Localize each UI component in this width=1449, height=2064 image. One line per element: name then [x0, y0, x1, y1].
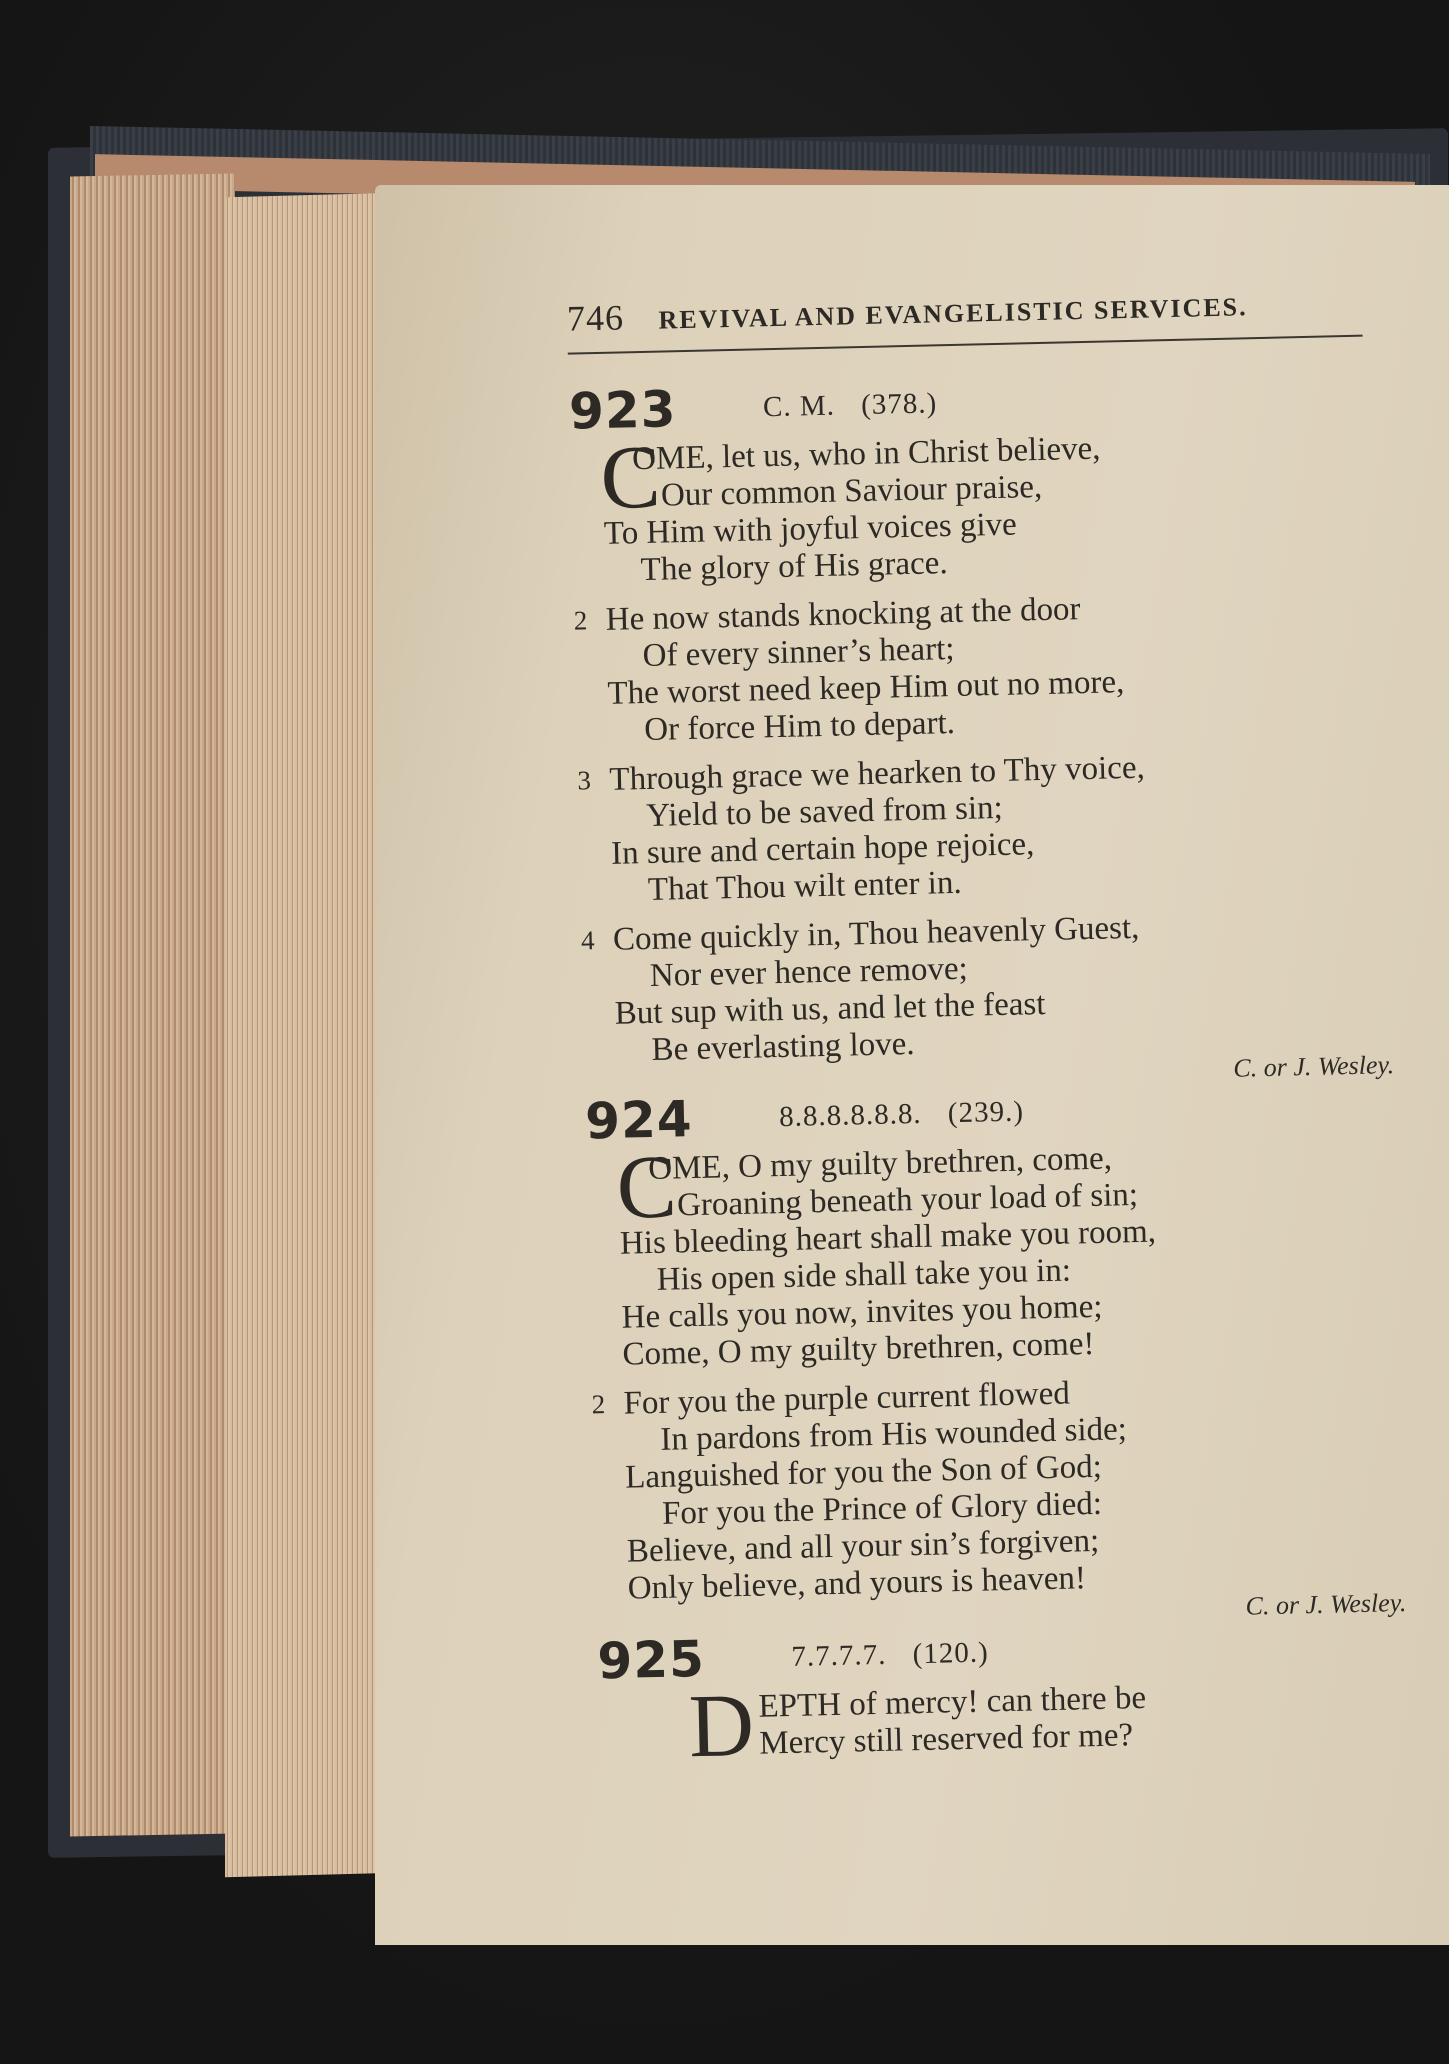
verse-line: Our common Saviour praise, — [660, 468, 1043, 514]
book-page — [375, 185, 1449, 1945]
page-block-left — [70, 174, 235, 1837]
hymn-attribution: C. or J. Wesley. — [1245, 1587, 1407, 1621]
meter-label: 8.8.8.8.8.8. — [778, 1097, 922, 1134]
section-title: REVIVAL AND EVANGELISTIC SERVICES. — [658, 292, 1248, 335]
verse-line: 3 Through grace we hearken to Thy voice, — [577, 749, 1146, 798]
verse-line: Only believe, and yours is heaven! — [627, 1560, 1087, 1607]
verse-line: Be everlasting love. — [651, 1025, 915, 1068]
verse-line: Or force Him to depart. — [643, 704, 956, 749]
tune-number: (378.) — [860, 387, 938, 422]
page-number: 746 — [566, 297, 625, 339]
verse-line: 2 For you the purple current flowed — [591, 1375, 1071, 1422]
verse-line: Languished for you the Son of God; — [624, 1448, 1103, 1496]
verse-line: EPTH of mercy! can there be — [758, 1679, 1147, 1725]
verse-line: Of every sinner’s heart; — [642, 630, 955, 675]
stanza-1 — [586, 1134, 1411, 1375]
hymn-924 — [585, 1074, 1417, 1636]
verse-line: Come, O my guilty brethren, come! — [622, 1325, 1095, 1373]
page-content — [359, 173, 1449, 1957]
verse-line: The glory of His grace. — [640, 545, 949, 589]
verse-number: 2 — [573, 605, 588, 636]
verse-line: 4 Come quickly in, Thou heavenly Guest, — [580, 909, 1140, 958]
verse-line: That Thou wilt enter in. — [647, 864, 963, 908]
stanza-1 — [598, 1674, 1419, 1777]
hymn-text — [598, 1674, 1419, 1777]
hymn-923 — [568, 364, 1404, 1098]
stanza-2 — [573, 584, 1396, 751]
verse-line: Nor ever hence remove; — [649, 950, 969, 994]
hymn-text — [586, 1134, 1416, 1608]
verse-line: OME, O my guilty brethren, come, — [647, 1140, 1113, 1188]
verse-number: 2 — [591, 1389, 606, 1420]
hymn-attribution: C. or J. Wesley. — [1233, 1050, 1395, 1083]
verse-line: Believe, and all your sin’s forgiven; — [626, 1522, 1100, 1570]
verse-line: He calls you now, invites you home; — [621, 1288, 1103, 1336]
drop-cap: C — [599, 427, 662, 528]
stanza-3 — [577, 744, 1400, 911]
verse-line: His bleeding heart shall make you room, — [619, 1213, 1157, 1262]
drop-cap: D — [687, 1675, 756, 1777]
hymn-meter — [779, 1096, 1025, 1135]
verse-line: Yield to be saved from sin; — [645, 789, 1004, 835]
verse-number: 4 — [580, 925, 595, 956]
tune-number: (120.) — [912, 1636, 990, 1671]
verse-line: In sure and certain hope rejoice, — [610, 826, 1035, 872]
verse-line: In pardons from His wounded side; — [660, 1411, 1128, 1458]
hymn-meter — [763, 387, 938, 424]
meter-label: C. M. — [762, 389, 836, 424]
verse-number: 3 — [577, 765, 592, 796]
verse-line: 2 He now stands knocking at the door — [573, 591, 1081, 638]
hymn-meter — [791, 1636, 989, 1673]
verse-line: Mercy still reserved for me? — [758, 1717, 1134, 1762]
hymn-text — [570, 424, 1404, 1070]
stanza-2 — [591, 1368, 1416, 1609]
hymn-number: 925 — [596, 1629, 706, 1691]
tune-number: (239.) — [947, 1095, 1025, 1130]
verse-line: The worst need keep Him out no more, — [607, 664, 1125, 712]
hymn-number: 924 — [584, 1090, 694, 1151]
hymn-925 — [596, 1614, 1420, 1777]
verse-line: For you the Prince of Glory died: — [661, 1485, 1103, 1532]
verse-line: To Him with joyful voices give — [603, 506, 1018, 552]
stanza-1 — [570, 424, 1393, 591]
header-rule — [568, 335, 1363, 355]
verse-line: Groaning beneath your load of sin; — [676, 1176, 1139, 1224]
hymn-number: 923 — [568, 380, 678, 441]
verse-line: But sup with us, and let the feast — [614, 986, 1046, 1032]
meter-label: 7.7.7.7. — [791, 1638, 887, 1673]
running-header — [566, 280, 1367, 340]
verse-line: His open side shall take you in: — [656, 1252, 1072, 1298]
stanza-4 — [581, 904, 1404, 1071]
verse-line: OME, let us, who in Christ believe, — [631, 430, 1101, 478]
drop-cap: C — [615, 1137, 678, 1238]
